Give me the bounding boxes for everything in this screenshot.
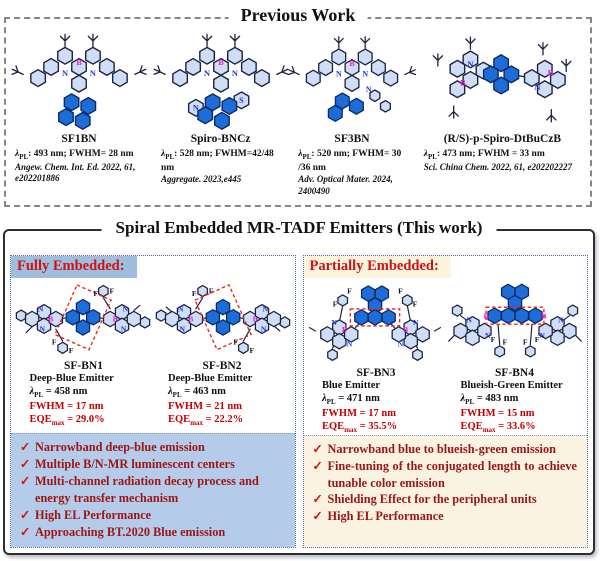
list-item: ✓ Narrowband deep-blue emission (15, 439, 289, 456)
boron-label: B (48, 314, 54, 324)
fluorine-label: F (333, 299, 338, 309)
molecule-structure-sf1bn (9, 26, 149, 132)
boron-label: B (76, 58, 82, 68)
nitrogen-label: N (37, 304, 44, 314)
nitrogen-label: N (362, 69, 369, 79)
partially-embedded-highlights (304, 435, 588, 547)
fluoro-phenyls (495, 346, 535, 357)
eqe-value: $EQE_{max} = 29.0\%$ (29, 413, 105, 427)
nitrogen-label: N (89, 69, 96, 79)
list-item: ✓ High EL Performance (15, 507, 289, 524)
nitrogen-label: N (485, 330, 491, 340)
molecule-structure-dtbuczb (420, 26, 585, 132)
spiro-core (355, 286, 395, 325)
spiro-core (488, 284, 542, 323)
fluorine-label: F (398, 286, 404, 296)
boron-label: B (547, 68, 554, 78)
reference: Sci. China Chem. 2022, 61, e202202227 (423, 161, 573, 172)
boron-label: B (460, 78, 466, 88)
molecule-caption (310, 367, 442, 435)
molecule-name: SF1BN (61, 133, 97, 145)
caption-row (11, 360, 295, 428)
fluorine-label: F (523, 337, 528, 347)
reference: Aggregate. 2023,e445 (161, 174, 242, 184)
molecule-name: Spiro-BNCz (190, 133, 251, 145)
nitrogen-label: N (413, 318, 419, 328)
molecule-figure (289, 26, 415, 145)
mr-core-rings (31, 47, 127, 92)
previous-data-row (6, 148, 590, 197)
photophysical-data: $\lambda_{PL}$: 473 nm; FWHM = 33 nm (423, 149, 545, 161)
nitrogen-label: N (558, 315, 564, 325)
nitrogen-label: N (467, 59, 474, 69)
molecule-structure-sf3bn (286, 26, 418, 132)
nitrogen-label: N (331, 318, 338, 328)
nitrogen-label: N (534, 83, 541, 93)
molecule-caption (156, 360, 288, 428)
emitter-type: Blue Emitter (322, 380, 381, 391)
fully-embedded-heading: Fully Embedded: (11, 256, 137, 278)
molecule-name: SF-BN2 (202, 360, 242, 372)
lambda-symbol: λ (423, 149, 428, 159)
boron-label: B (342, 324, 348, 334)
nitrogen-label: N (335, 69, 342, 79)
list-item: ✓ Narrowband blue to blueish-green emission (308, 441, 582, 458)
eqe-value: $EQE_{max} = 35.5\%$ (322, 420, 398, 434)
previous-work-panel (4, 5, 592, 207)
fluorine-label: F (191, 289, 197, 299)
molecule-caption (449, 367, 581, 435)
spiro-core (66, 300, 100, 336)
list-item: ✓ Shielding Effect for the peripheral units (308, 491, 582, 508)
nitrogen-label: N (347, 339, 353, 349)
nitrogen-label: N (120, 324, 127, 334)
partially-embedded-heading: Partially Embedded: (304, 256, 451, 278)
fluorine-label: F (51, 337, 57, 347)
previous-work-title: Previous Work (229, 5, 368, 26)
caption-row (304, 367, 588, 435)
fluorine-label: F (249, 345, 254, 355)
fully-embedded-panel (10, 255, 296, 548)
fluorine-label: F (93, 289, 98, 299)
emitter-type: Deep-Blue Emitter (168, 373, 253, 384)
lambda-symbol: λ (168, 386, 173, 398)
emitter-type: Blueish-Green Emitter (460, 380, 563, 391)
fluorine-label: F (208, 286, 214, 296)
fwhm-value: FWHM = 17 nm (322, 407, 396, 419)
nitrogen-label: N (260, 324, 267, 334)
mr-core-rings (172, 47, 268, 92)
molecule-name: (R/S)-p-Spiro-DtBuCzB (443, 133, 562, 145)
nitrogen-label: N (203, 69, 210, 79)
nitrogen-label: N (177, 304, 184, 314)
list-item: ✓ Multi-channel radiation decay process and energy transfer mechanism (15, 473, 289, 507)
molecule-name: SF3BN (334, 133, 370, 145)
check-icon: ✓ (19, 440, 31, 454)
molecule-figure (6, 26, 152, 145)
lambda-symbol: λ (298, 149, 303, 159)
highlight-list (308, 441, 582, 526)
lambda-symbol: λ (15, 149, 20, 159)
this-work-title: Spiral Embedded MR-TADF Emitters (This work) (102, 218, 497, 238)
molecule-figure (415, 26, 590, 145)
fluorine-label: F (502, 337, 508, 347)
check-icon: ✓ (312, 509, 323, 524)
molecule-structure-sf-bn4 (447, 280, 583, 365)
left-bn-unit (321, 295, 358, 360)
emitter-type: Deep-Blue Emitter (29, 373, 114, 384)
photophysical-data: $\lambda_{PL}$: 493 nm; FWHM= 28 nm (15, 149, 134, 161)
fluorine-label: F (233, 337, 238, 347)
lambda-symbol: λ (322, 393, 327, 405)
fwhm-value: FWHM = 21 nm (168, 400, 242, 412)
nitrogen-label: N (365, 85, 372, 95)
spiro-unit-rings (328, 90, 390, 121)
spiro-core (206, 300, 240, 336)
boron-label: B (252, 314, 258, 324)
check-icon: ✓ (312, 492, 323, 507)
list-item: ✓ High EL Performance (308, 508, 582, 525)
right-bn-unit (392, 295, 429, 360)
partially-embedded-panel (303, 255, 589, 548)
fluorine-label: F (490, 335, 496, 345)
lambda-value: $\lambda_{PL} = 458$ nm (29, 386, 88, 400)
boron-label: B (483, 311, 489, 321)
check-icon: ✓ (19, 456, 31, 471)
molecule-structure-sf-bn1 (15, 280, 151, 358)
previous-molecule-row (6, 19, 590, 145)
lambda-symbol: λ (161, 149, 166, 159)
nitrogen-label: N (179, 324, 185, 334)
boron-label: B (541, 311, 547, 321)
nitrogen-label: N (39, 324, 45, 334)
nitrogen-label: N (466, 315, 473, 325)
molecule-structure-spiro-bncz (151, 26, 291, 132)
fwhm-value: FWHM = 15 nm (460, 407, 535, 419)
nitrogen-label: N (122, 304, 128, 314)
check-icon: ✓ (312, 458, 323, 473)
molecule-row (304, 280, 588, 365)
molecule-caption (18, 360, 150, 428)
this-work-panel (3, 218, 595, 555)
nitrogen-label: N (539, 330, 546, 340)
boron-label: B (112, 314, 118, 324)
check-icon: ✓ (19, 473, 31, 488)
photophysical-data: $\lambda_{PL}$: 520 nm; FWHM= 30 /36 nm (298, 149, 402, 173)
reference: Angew. Chem. Int. Ed. 2022, 61, e202201886 (15, 161, 136, 184)
fluorine-label: F (68, 345, 74, 355)
sub-panels (5, 231, 593, 553)
check-icon: ✓ (19, 507, 31, 522)
spiro-unit-rings (483, 55, 518, 94)
nitrogen-label: N (398, 339, 404, 349)
boron-label: B (349, 58, 355, 68)
highlight-list (15, 439, 289, 541)
list-item: ✓ Fine-tuning of the conjugated length to achieve tunable color emission (308, 458, 582, 492)
lambda-value: $\lambda_{PL} = 483$ nm (460, 393, 519, 407)
molecule-data (6, 148, 152, 197)
molecule-data (415, 148, 590, 197)
molecule-name: SF-BN3 (356, 367, 396, 379)
mr-core-rings (306, 49, 397, 91)
check-icon: ✓ (19, 524, 31, 539)
lambda-value: $\lambda_{PL} = 471$ nm (322, 393, 380, 407)
boron-label: B (217, 58, 224, 68)
nitrogen-label: N (231, 69, 238, 79)
nitrogen-label: N (192, 103, 199, 113)
molecule-data (289, 148, 415, 197)
fluorine-label: F (412, 299, 418, 309)
list-item: ✓ Approaching BT.2020 Blue emission (15, 524, 289, 541)
boron-label: B (403, 324, 409, 334)
list-item: ✓ Multiple B/N-MR luminescent centers (15, 456, 289, 473)
boron-label: B (187, 314, 193, 324)
molecule-structure-sf-bn2 (155, 280, 291, 358)
molecule-data (152, 148, 289, 197)
nitrogen-label: N (62, 69, 69, 79)
sulfur-label: S (238, 96, 244, 106)
lambda-value: $\lambda_{PL} = 463$ nm (168, 386, 226, 400)
nitrogen-label: N (262, 304, 268, 314)
reference: Adv. Optical Mater. 2024, 2400490 (298, 174, 393, 196)
lambda-symbol: λ (29, 386, 35, 398)
fluorine-label: F (109, 286, 114, 296)
molecule-name: SF-BN4 (495, 367, 534, 379)
molecule-row (11, 280, 295, 358)
eqe-value: $EQE_{max} = 22.2\%$ (168, 413, 244, 427)
fluorine-label: F (347, 286, 353, 296)
spiro-unit-rings (59, 94, 96, 129)
photophysical-data: $\lambda_{PL}$: 528 nm; FWHM=42/48 nm (161, 149, 274, 173)
check-icon: ✓ (312, 441, 323, 456)
eqe-value: $EQE_{max} = 33.6\%$ (460, 420, 536, 434)
molecule-name: SF-BN1 (64, 360, 103, 372)
molecule-figure (152, 26, 289, 145)
right-czb-rings (524, 60, 565, 97)
fwhm-value: FWHM = 17 nm (29, 400, 104, 412)
fully-embedded-highlights (11, 433, 295, 547)
lambda-symbol: λ (460, 393, 466, 405)
molecule-structure-sf-bn3 (307, 280, 443, 365)
fluorine-label: F (534, 335, 540, 345)
